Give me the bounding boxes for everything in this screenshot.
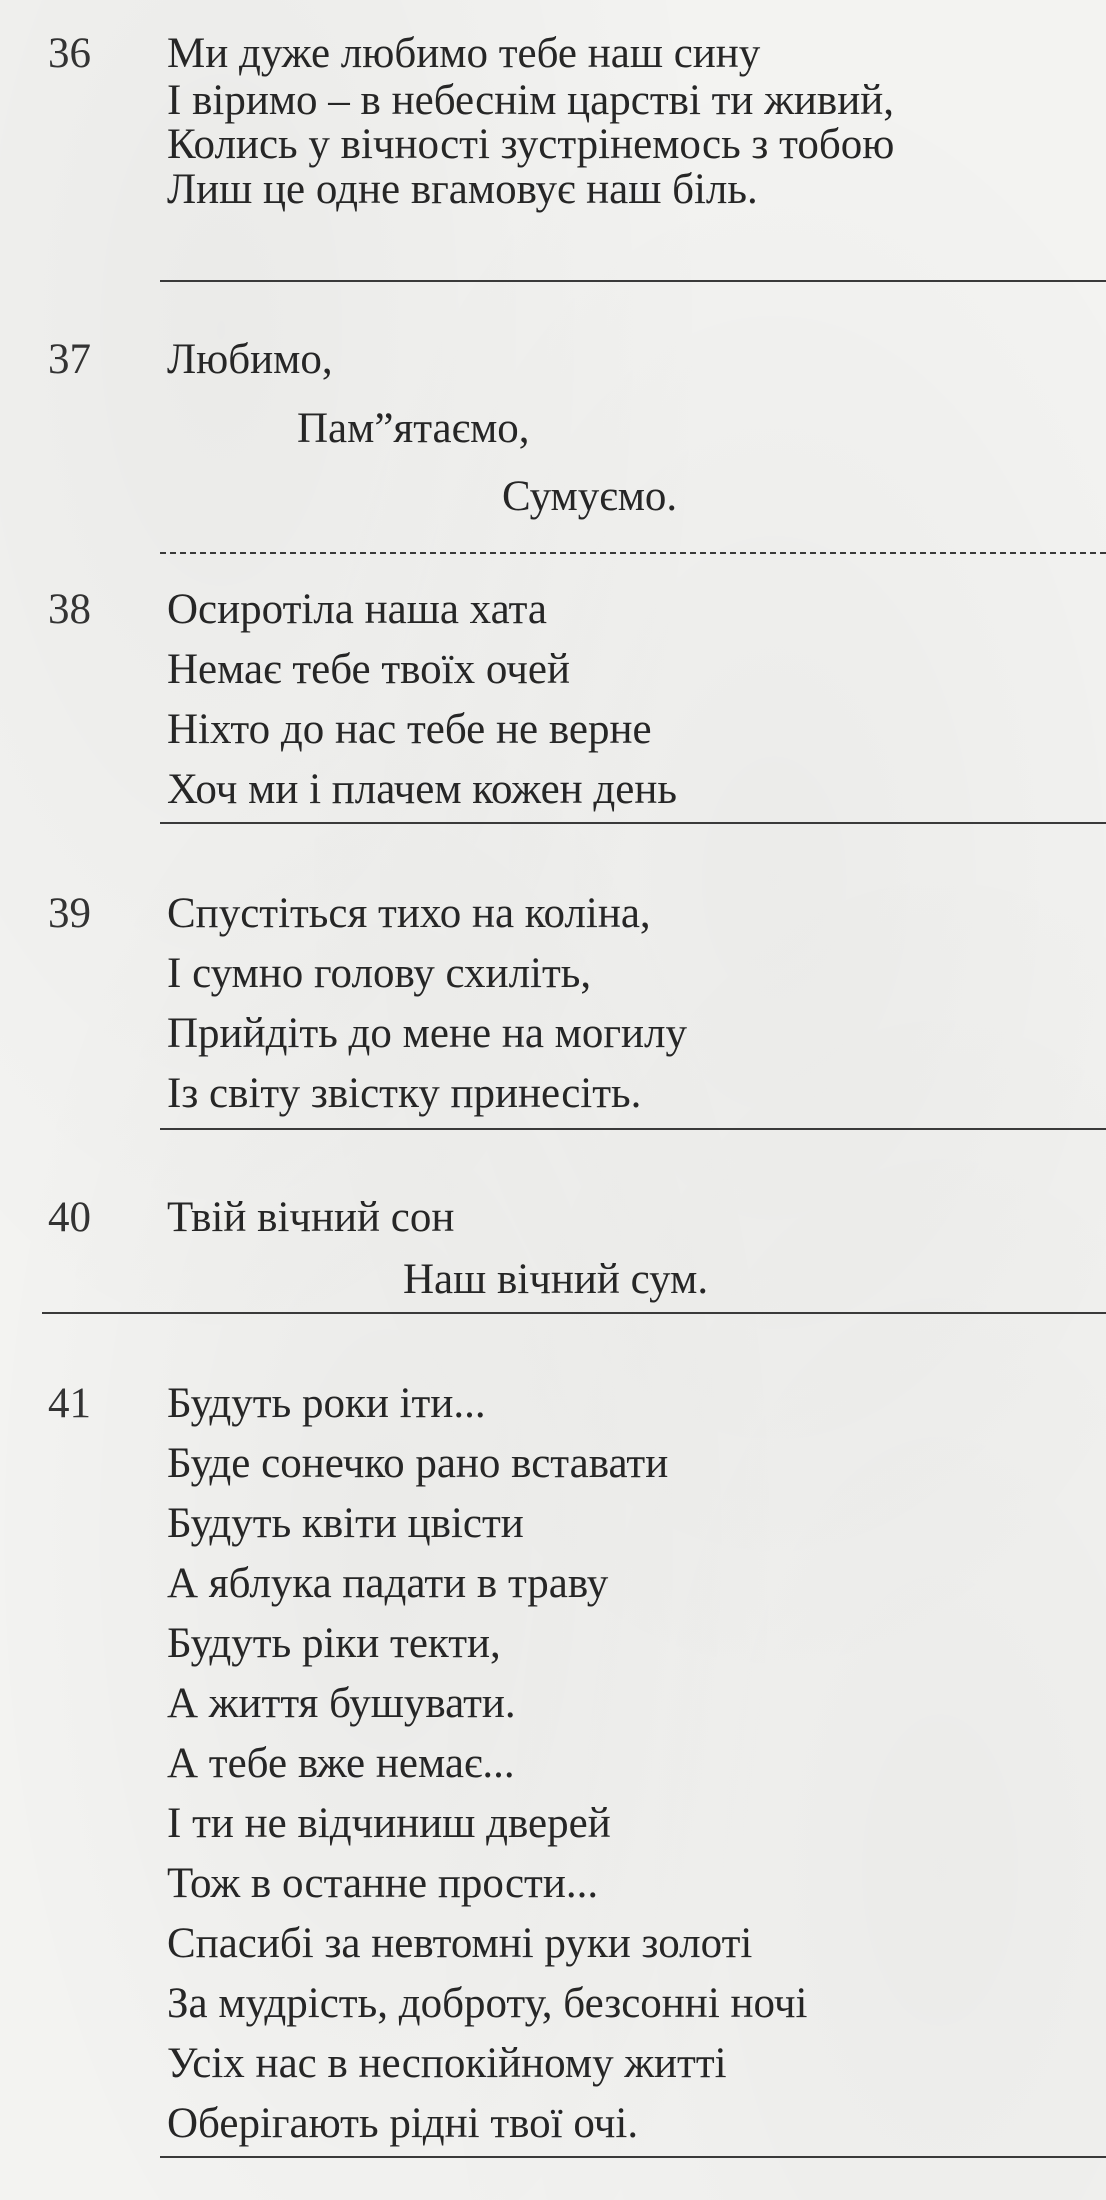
poem-line: Тож в останне прости...	[167, 1860, 599, 1907]
poem-line: Любимо,	[167, 336, 333, 383]
poem-number: 40	[48, 1194, 91, 1241]
poem-line: За мудрість, доброту, безсонні ночі	[167, 1980, 808, 2027]
poem-line: Колись у вічності зустрінемось з тобою	[167, 121, 895, 168]
divider-dashed-line	[160, 552, 1106, 554]
divider-line	[160, 1128, 1106, 1130]
poem-line: Усіх нас в неспокійному житті	[167, 2040, 727, 2087]
poem-line: Спустіться тихо на коліна,	[167, 890, 651, 937]
poem-line: Буде сонечко рано вставати	[167, 1440, 669, 1487]
poem-line: А життя бушувати.	[167, 1680, 516, 1727]
divider-line	[160, 2156, 1106, 2158]
poem-line: Осиротіла наша хата	[167, 586, 547, 633]
poem-line: Із світу звістку принесіть.	[167, 1070, 642, 1117]
divider-line	[42, 1312, 1106, 1314]
poem-line: А яблука падати в траву	[167, 1560, 609, 1607]
poem-line: Будуть роки іти...	[167, 1380, 486, 1427]
poem-line: Лиш це одне вгамовує наш біль.	[167, 166, 758, 213]
poem-number: 36	[48, 30, 91, 77]
divider-line	[160, 822, 1106, 824]
divider-line	[160, 280, 1106, 282]
poem-line: Хоч ми і плачем кожен день	[167, 766, 677, 813]
poem-line: Твій вічний сон	[167, 1194, 455, 1241]
poem-line: І віримо – в небеснім царстві ти живий,	[167, 77, 894, 124]
poem-line: Наш вічний сум.	[403, 1256, 709, 1303]
poem-number: 41	[48, 1380, 91, 1427]
poem-line: А тебе вже немає...	[167, 1740, 515, 1787]
poem-line: Будуть квіти цвісти	[167, 1500, 524, 1547]
poem-line: І ти не відчиниш дверей	[167, 1800, 611, 1847]
poem-line: Немає тебе твоїх очей	[167, 646, 570, 693]
poem-line: І сумно голову схиліть,	[167, 950, 592, 997]
poem-line: Оберігають рідні твої очі.	[167, 2100, 639, 2147]
poem-line: Спасибі за невтомні руки золоті	[167, 1920, 753, 1967]
poem-line: Прийдіть до мене на могилу	[167, 1010, 687, 1057]
poem-number: 39	[48, 890, 91, 937]
poem-line: Пам”ятаємо,	[297, 405, 530, 452]
poem-line: Ніхто до нас тебе не верне	[167, 706, 652, 753]
poem-number: 38	[48, 586, 91, 633]
poem-number: 37	[48, 336, 91, 383]
poem-line: Ми дуже любимо тебе наш сину	[167, 30, 761, 77]
poem-line: Сумуємо.	[502, 473, 678, 520]
poem-line: Будуть ріки текти,	[167, 1620, 501, 1667]
